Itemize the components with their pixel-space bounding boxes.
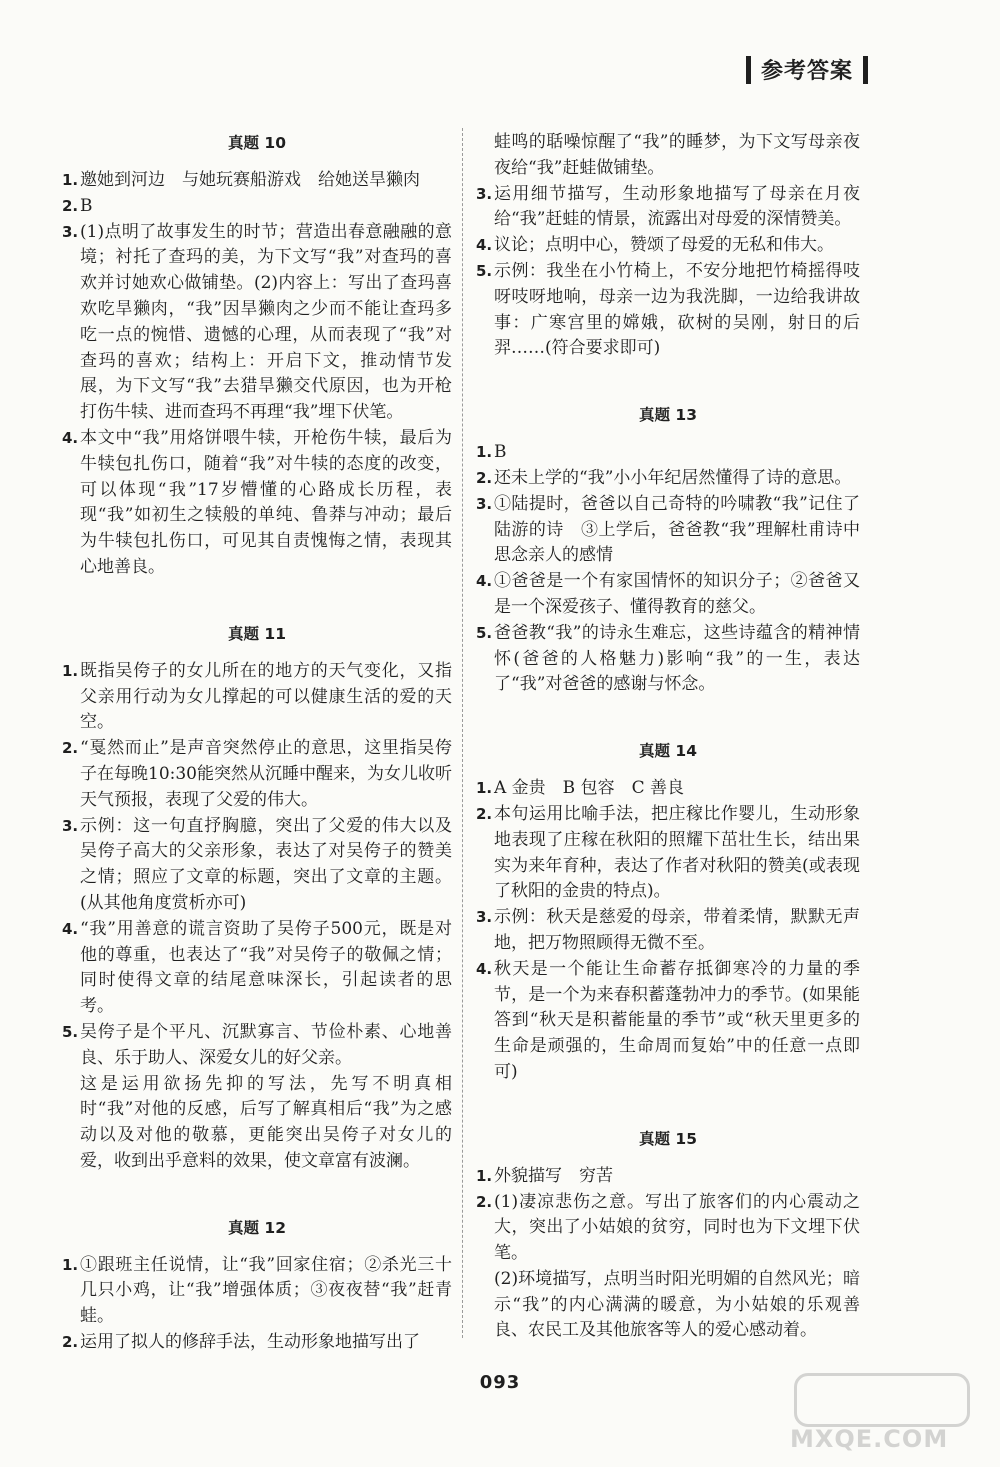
answer-continuation: 这是运用欲扬先抑的写法，先写不明真相时“我”对他的反感，后写了解真相后“我”为之感动以及对他的敬慕，更能突出吴侉子对女儿的爱，收到出乎意料的效果，使文章富有波澜。: [80, 1073, 452, 1171]
answer-continuation: (2)环境描写，点明当时阳光明媚的自然风光；暗示“我”的内心满满的暖意，为小姑娘的乐观善良、农民工及其他旅客等人的爱心感动着。: [494, 1268, 860, 1341]
item-text: 示例：秋天是慈爱的母亲，带着柔情，默默无声地，把万物照顾得无微不至。: [494, 907, 860, 953]
item-text: ①跟班主任说情，让“我”回家住宿；②杀光三十几只小鸡，让“我”增强体质；③夜夜替“我”赶青蛙。: [80, 1254, 452, 1327]
answer-item: [476, 905, 860, 957]
item-text: ①陆提时，爸爸以自己奇特的吟啸教“我”记住了陆游的诗 ③上学后，爸爸教“我”理解杜甫诗中思念亲人的感情: [494, 493, 860, 566]
item-number: 3.: [476, 908, 493, 927]
item-number: 1.: [476, 443, 493, 462]
answer-item: [62, 736, 452, 813]
item-number: 2.: [62, 196, 79, 215]
answer-item: [62, 194, 452, 220]
item-text: B: [80, 195, 93, 216]
answer-item: [62, 814, 452, 917]
item-number: 4.: [476, 572, 493, 591]
item-text: 运用细节描写，生动形象地描写了母亲在月夜给“我”赶蛙的情景，流露出对母爱的深情赞美。: [494, 183, 860, 230]
item-text: 邀她到河边 与她玩赛船游戏 给她送旱獭肉: [80, 170, 420, 190]
item-number: 2.: [62, 1333, 79, 1352]
item-text: (1)点明了故事发生的时节；营造出春意融融的意境；衬托了查玛的美，为下文写“我”对查玛的喜欢并讨她欢心做铺垫。(2)内容上：写出了查玛喜欢吃旱獭肉，“我”因旱獭肉之少而不能让查玛多吃一点的惋惜、遗憾的心理，从而表现了“我”对查玛的喜欢；结构上：开启下文，推动情节发展，为下文写“我”去猎旱獭交代原因，也为开枪打伤牛犊、进而查玛不再理“我”埋下伏笔。: [80, 221, 452, 423]
answer-item: [476, 233, 860, 259]
section-title-12: 真题 12: [228, 1218, 286, 1237]
section-title-10: 真题 10: [228, 134, 286, 152]
answer-item: [476, 182, 860, 234]
item-text: 本文中“我”用烙饼喂牛犊，开枪伤牛犊，最后为牛犊包扎伤口，随着“我”对牛犊的态度的改变，可以体现“我”17岁懵懂的心路成长历程，表现“我”如初生之犊般的单纯、鲁莽与冲动；最后为牛犊包扎伤口，可见其自责愧悔之情，表现其心地善良。: [80, 427, 452, 577]
item-number: 3.: [476, 494, 493, 513]
section-title-13: 真题 13: [639, 406, 697, 425]
left-column: [62, 130, 452, 1356]
item-number: 1.: [62, 661, 79, 680]
item-text: “我”用善意的谎言资助了吴侉子500元，既是对他的尊重，也表达了“我”对吴侉子的敬佩之情；同时使得文章的结尾意味深长，引起读者的思考。: [80, 918, 452, 1017]
answer-item: [476, 259, 860, 362]
item-text: 秋天是一个能让生命蓄存抵御寒冷的力量的季节，是一个为来春积蓄蓬勃冲力的季节。(如果能答到“秋天是积蓄能量的季节”或“秋天里更多的生命是顽强的，生命周而复始”中的任意一点即可): [494, 958, 860, 1082]
answer-item: [476, 492, 860, 569]
item-text: ①爸爸是一个有家国情怀的知识分子；②爸爸又是一个深爱孩子、懂得教育的慈父。: [494, 571, 860, 617]
item-text: 爸爸教“我”的诗永生难忘，这些诗蕴含的精神情怀(爸爸的人格魅力)影响“我”的一生，表达了“我”对爸爸的感谢与怀念。: [494, 622, 860, 695]
watermark-text: MXQE.COM: [790, 1425, 949, 1453]
item-text: A 金贵 B 包容 C 善良: [494, 778, 684, 799]
item-number: 5.: [62, 1022, 79, 1041]
item-number: 2.: [62, 739, 79, 758]
item-number: 5.: [476, 623, 493, 642]
item-number: 5.: [476, 261, 493, 280]
item-number: 4.: [476, 236, 493, 255]
right-column: [476, 130, 860, 1344]
answer-item: [62, 426, 452, 581]
answer-item: [476, 466, 860, 492]
answer-item: [476, 802, 860, 905]
answer-item: [476, 1190, 860, 1267]
item-number: 4.: [62, 919, 79, 938]
item-number: 1.: [476, 1166, 493, 1185]
section-title-15: 真题 15: [639, 1129, 697, 1148]
item-number: 2.: [476, 804, 493, 823]
item-text: 还未上学的“我”小小年纪居然懂得了诗的意思。: [494, 467, 852, 488]
item-number: 3.: [476, 184, 493, 203]
answer-item: [62, 659, 452, 736]
page-header: [746, 54, 868, 85]
answer-item: [476, 957, 860, 1086]
item-number: 2.: [476, 468, 493, 487]
answer-item: [62, 1020, 452, 1072]
item-text: 示例：这一句直抒胸臆，突出了父爱的伟大以及吴侉子高大的父亲形象，表达了对吴侉子的赞美之情；照应了文章的标题，突出了文章的主题。(从其他角度赏析亦可): [80, 815, 452, 913]
item-text: 既指吴侉子的女儿所在的地方的天气变化，又指父亲用行动为女儿撑起的可以健康生活的爱的天空。: [80, 660, 452, 733]
answer-item: [476, 569, 860, 621]
answer-item: [62, 917, 452, 1020]
answer-item: [62, 1253, 452, 1330]
item-text: 议论；点明中心，赞颂了母爱的无私和伟大。: [494, 235, 834, 256]
item-text: 示例：我坐在小竹椅上，不安分地把竹椅摇得吱呀吱呀地响，母亲一边为我洗脚，一边给我讲故事：广寒宫里的嫦娥，砍树的吴刚，射日的后羿……(符合要求即可): [494, 260, 860, 359]
header-bar-left: [746, 56, 751, 84]
item-number: 4.: [62, 428, 79, 447]
item-number: 1.: [62, 171, 79, 189]
item-number: 3.: [62, 816, 79, 835]
column-divider: [462, 128, 463, 1338]
answer-item: [476, 621, 860, 698]
answer-item: [476, 440, 860, 466]
item-text: 外貌描写 穷苦: [494, 1165, 613, 1186]
item-text: 吴侉子是个平凡、沉默寡言、节俭朴素、心地善良、乐于助人、深爱女儿的好父亲。: [80, 1021, 452, 1068]
answer-item: [476, 776, 860, 802]
item-number: 2.: [476, 1192, 493, 1211]
item-number: 3.: [62, 222, 79, 241]
answer-item: [62, 220, 452, 426]
item-number: 1.: [476, 779, 493, 798]
item-text: (1)凄凉悲伤之意。写出了旅客们的内心震动之大，突出了小姑娘的贫穷，同时也为下文埋下伏笔。: [494, 1191, 860, 1264]
answer-item: [476, 1164, 860, 1190]
item-text: 运用了拟人的修辞手法，生动形象地描写出了: [80, 1332, 420, 1353]
item-text: B: [494, 442, 507, 463]
item-number: 4.: [476, 959, 493, 978]
page-number: 093: [479, 1372, 521, 1393]
item-text: “戛然而止”是声音突然停止的意思，这里指吴侉子在每晚10:30能突然从沉睡中醒来，为女儿收听天气预报，表现了父爱的伟大。: [80, 738, 452, 810]
header-title: 参考答案: [760, 59, 853, 84]
watermark-logo: [780, 1367, 970, 1457]
header-bar-right: [863, 56, 868, 84]
watermark-badge-icon: [794, 1373, 970, 1427]
section-title-14: 真题 14: [639, 742, 697, 761]
section-title-11: 真题 11: [228, 624, 286, 643]
item-number: 1.: [62, 1255, 79, 1274]
answer-item: [62, 168, 452, 194]
answer-continuation: 蛙鸣的聒噪惊醒了“我”的睡梦，为下文写母亲夜夜给“我”赶蛙做铺垫。: [494, 132, 860, 178]
answer-item: [62, 1330, 452, 1356]
item-text: 本句运用比喻手法，把庄稼比作婴儿，生动形象地表现了庄稼在秋阳的照耀下茁壮生长，结出果实为来年育种，表达了作者对秋阳的赞美(或表现了秋阳的金贵的特点)。: [494, 803, 860, 902]
